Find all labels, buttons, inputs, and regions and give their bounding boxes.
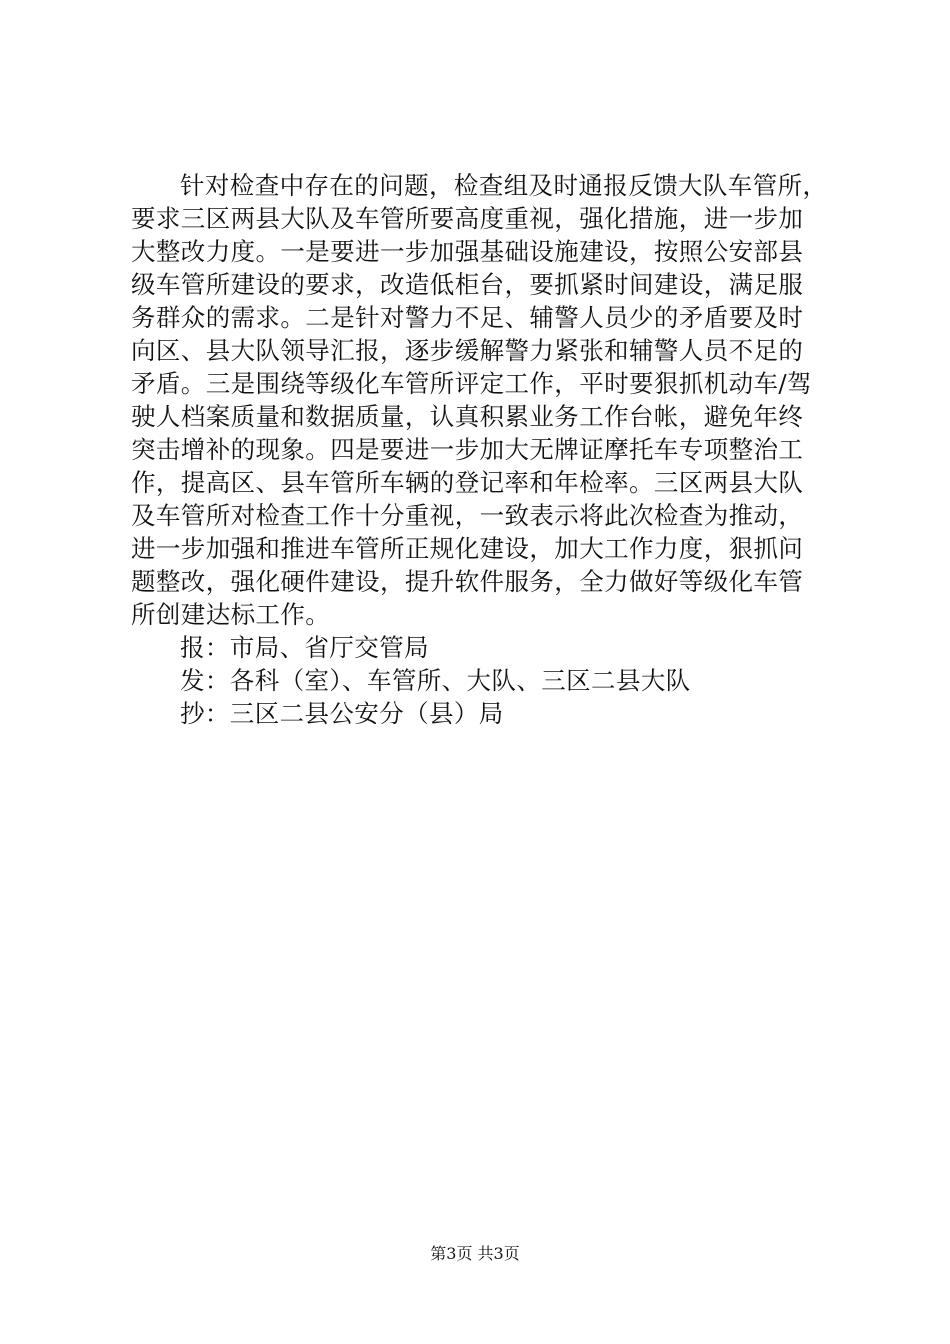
document-body — [131, 169, 831, 730]
report-to-line: 报：市局、省厅交管局 — [180, 633, 429, 662]
paragraph-line: 进一步加强和推进车管所正规化建设，加大工作力度，狠抓问 — [131, 534, 804, 563]
copy-to-line: 抄：三区二县公安分（县）局 — [180, 699, 504, 728]
paragraph-line: 务群众的需求。二是针对警力不足、辅警人员少的矛盾要及时 — [131, 303, 804, 332]
paragraph-line: 级车管所建设的要求，改造低柜台，要抓紧时间建设，满足服 — [131, 270, 804, 299]
send-to-line: 发：各科（室）、车管所、大队、三区二县大队 — [180, 666, 691, 695]
paragraph-line: 要求三区两县大队及车管所要高度重视，强化措施，进一步加 — [131, 204, 804, 233]
page-number-footer: 第3页 共3页 — [430, 1244, 520, 1263]
paragraph-line: 驶人档案质量和数据质量，认真积累业务工作台帐，避免年终 — [131, 402, 804, 431]
paragraph-line: 向区、县大队领导汇报，逐步缓解警力紧张和辅警人员不足的 — [131, 336, 804, 365]
paragraph-line: 矛盾。三是围绕等级化车管所评定工作，平时要狠抓机动车/驾 — [131, 369, 812, 398]
paragraph-line: 及车管所对检查工作十分重视，一致表示将此次检查为推动， — [131, 501, 804, 530]
paragraph-line: 所创建达标工作。 — [131, 600, 331, 629]
paragraph-line: 作，提高区、县车管所车辆的登记率和年检率。三区两县大队 — [131, 468, 804, 497]
paragraph-line: 针对检查中存在的问题，检查组及时通报反馈大队车管所， — [180, 171, 828, 200]
paragraph-line: 突击增补的现象。四是要进一步加大无牌证摩托车专项整治工 — [131, 435, 804, 464]
paragraph-line: 题整改，强化硬件建设，提升软件服务，全力做好等级化车管 — [131, 567, 804, 596]
paragraph-line: 大整改力度。一是要进一步加强基础设施建设，按照公安部县 — [131, 237, 804, 266]
